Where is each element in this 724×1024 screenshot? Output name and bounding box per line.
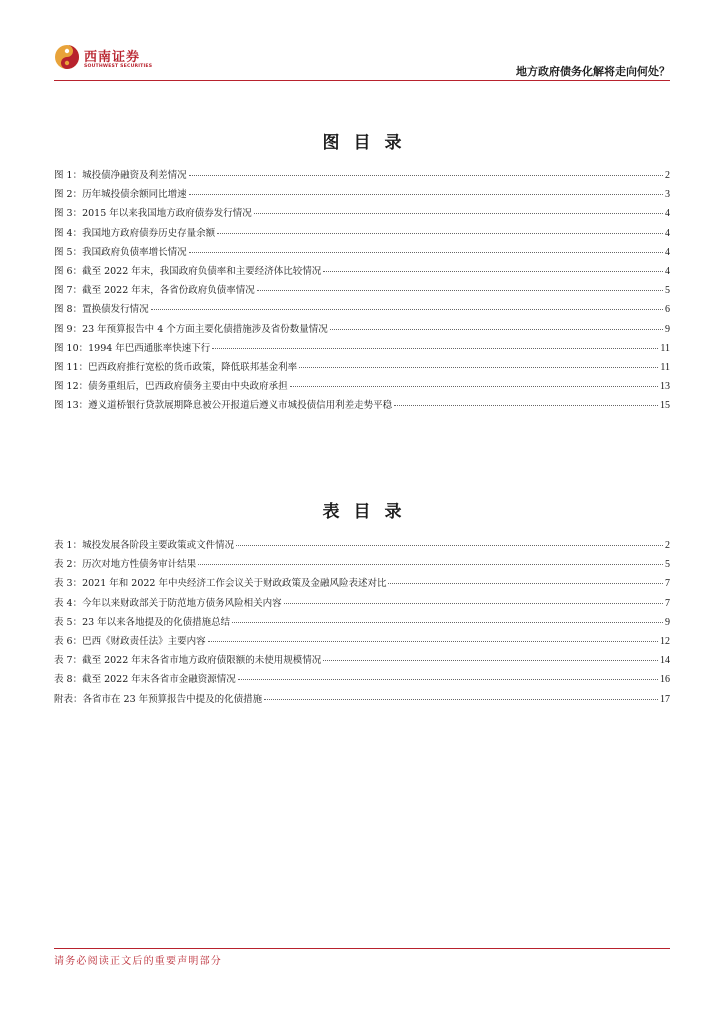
dot-leader — [394, 404, 658, 406]
disclaimer-notice: 请务必阅读正文后的重要声明部分 — [54, 956, 222, 967]
logo-chinese-name: 西南证券 — [84, 50, 141, 65]
figure-entry[interactable] — [54, 204, 670, 223]
logo-english-name: SOUTHWEST SECURITIES — [84, 64, 153, 69]
table-entry-label[interactable]: 表 1：城投发展各阶段主要政策或文件情况 — [54, 540, 235, 551]
table-entry-label[interactable]: 表 6：巴西《财政责任法》主要内容 — [54, 635, 206, 647]
table-entry[interactable] — [54, 594, 670, 613]
figure-entry-page[interactable]: 4 — [665, 208, 670, 220]
table-entry[interactable] — [54, 536, 670, 555]
figure-entry[interactable] — [54, 185, 670, 204]
dot-leader — [290, 385, 658, 387]
table-entry-page[interactable]: 16 — [660, 674, 670, 686]
table-entry[interactable] — [54, 670, 670, 689]
dot-leader — [189, 174, 663, 176]
figure-entry-page[interactable]: 3 — [665, 189, 670, 201]
dot-leader — [264, 698, 658, 700]
figure-entry-page[interactable]: 5 — [665, 285, 670, 297]
figure-entry-page[interactable]: 13 — [660, 381, 670, 393]
table-entry-label[interactable]: 附表：各省市在 23 年预算报告中提及的化债措施 — [54, 693, 263, 705]
figure-entry-page[interactable]: 9 — [665, 323, 670, 335]
dot-leader — [189, 193, 663, 195]
figure-entry[interactable] — [54, 377, 670, 396]
dot-leader — [212, 347, 658, 349]
table-entry-page[interactable]: 7 — [665, 578, 670, 590]
figure-entry-page[interactable]: 4 — [665, 246, 670, 258]
table-entry-label[interactable]: 表 3：2021 年和 2022 年中央经济工作会议关于财政政策及金融风险表述对比 — [54, 578, 387, 590]
dot-leader — [388, 582, 663, 584]
table-entry-page[interactable]: 14 — [660, 655, 670, 667]
table-entry-label[interactable]: 表 5：23 年以来各地提及的化债措施总结 — [54, 616, 231, 628]
header-divider — [54, 80, 670, 81]
company-logo — [54, 44, 154, 74]
figure-entry-page[interactable]: 6 — [665, 304, 670, 316]
figure-entry[interactable] — [54, 243, 670, 262]
table-entry-page[interactable]: 12 — [660, 635, 670, 647]
table-entry-page[interactable]: 7 — [665, 597, 670, 609]
dot-leader — [254, 212, 663, 214]
figure-entry-label[interactable]: 图 10：1994 年巴西通胀率快速下行 — [54, 342, 211, 354]
figure-entry-label[interactable]: 图 3：2015 年以来我国地方政府债券发行情况 — [54, 208, 252, 220]
figure-entry-page[interactable]: 2 — [665, 170, 670, 181]
figure-entry-label[interactable]: 图 11：巴西政府推行宽松的货币政策，降低联邦基金利率 — [54, 361, 298, 373]
table-entry[interactable] — [54, 574, 670, 593]
dot-leader — [323, 659, 658, 661]
page-header — [0, 0, 724, 82]
figures-list — [54, 166, 670, 415]
table-entry[interactable] — [54, 690, 670, 709]
figure-entry-label[interactable]: 图 2：历年城投债余额同比增速 — [54, 189, 187, 201]
table-entry-page[interactable]: 9 — [665, 616, 670, 628]
figure-entry-label[interactable]: 图 6：截至 2022 年末，我国政府负债率和主要经济体比较情况 — [54, 265, 322, 277]
figures-list-title: 图目录 — [322, 133, 416, 153]
table-entry-page[interactable]: 5 — [665, 559, 670, 571]
dot-leader — [189, 251, 663, 253]
figure-entry-page[interactable]: 4 — [665, 265, 670, 277]
table-entry-label[interactable]: 表 4：今年以来财政部关于防范地方债务风险相关内容 — [54, 597, 282, 609]
figure-entry[interactable] — [54, 300, 670, 319]
figure-entry-page[interactable]: 4 — [665, 227, 670, 239]
table-entry-page[interactable]: 2 — [665, 540, 670, 551]
table-entry[interactable] — [54, 651, 670, 670]
table-entry-page[interactable]: 17 — [660, 693, 670, 705]
footer-divider — [54, 948, 670, 949]
figure-entry[interactable] — [54, 224, 670, 243]
dot-leader — [238, 678, 658, 680]
table-entry-label[interactable]: 表 8：截至 2022 年末各省市金融资源情况 — [54, 674, 236, 686]
logo-mark-icon — [54, 44, 80, 70]
dot-leader — [232, 621, 663, 623]
dot-leader — [299, 366, 658, 368]
dot-leader — [236, 544, 663, 546]
tables-list-title: 表目录 — [322, 502, 416, 522]
figure-entry[interactable] — [54, 281, 670, 300]
table-entry[interactable] — [54, 555, 670, 574]
dot-leader — [323, 270, 663, 272]
dot-leader — [198, 563, 663, 565]
figure-entry-page[interactable]: 11 — [660, 342, 670, 354]
figure-entry-page[interactable]: 15 — [660, 400, 670, 412]
report-title: 地方政府债务化解将走向何处？ — [516, 65, 670, 78]
figure-entry-label[interactable]: 图 8：置换债发行情况 — [54, 304, 149, 316]
tables-list — [54, 536, 670, 709]
figure-entry-label[interactable]: 图 13：遵义道桥银行贷款展期降息被公开报道后遵义市城投债信用利差走势平稳 — [54, 400, 393, 412]
figure-entry[interactable] — [54, 339, 670, 358]
figure-entry[interactable] — [54, 396, 670, 415]
figure-entry-label[interactable]: 图 9：23 年预算报告中 4 个方面主要化债措施涉及省份数量情况 — [54, 323, 328, 335]
dot-leader — [208, 640, 658, 642]
table-entry[interactable] — [54, 613, 670, 632]
dot-leader — [330, 328, 663, 330]
figure-entry[interactable] — [54, 262, 670, 281]
figure-entry-page[interactable]: 11 — [660, 361, 670, 373]
figure-entry-label[interactable]: 图 5：我国政府负债率增长情况 — [54, 246, 187, 258]
dot-leader — [284, 602, 663, 604]
table-entry[interactable] — [54, 632, 670, 651]
dot-leader — [257, 289, 663, 291]
table-entry-label[interactable]: 表 2：历次对地方性债务审计结果 — [54, 559, 197, 571]
dot-leader — [151, 308, 663, 310]
figure-entry-label[interactable]: 图 7：截至 2022 年末，各省份政府负债率情况 — [54, 285, 255, 297]
figure-entry[interactable] — [54, 358, 670, 377]
dot-leader — [217, 232, 663, 234]
figure-entry[interactable] — [54, 320, 670, 339]
figure-entry-label[interactable]: 图 1：城投债净融资及利差情况 — [54, 170, 187, 181]
table-entry-label[interactable]: 表 7：截至 2022 年末各省市地方政府债限额的未使用规模情况 — [54, 655, 322, 667]
figure-entry-label[interactable]: 图 12：债务重组后，巴西政府债务主要由中央政府承担 — [54, 381, 288, 393]
figure-entry[interactable] — [54, 166, 670, 185]
figure-entry-label[interactable]: 图 4：我国地方政府债券历史存量余额 — [54, 227, 216, 239]
